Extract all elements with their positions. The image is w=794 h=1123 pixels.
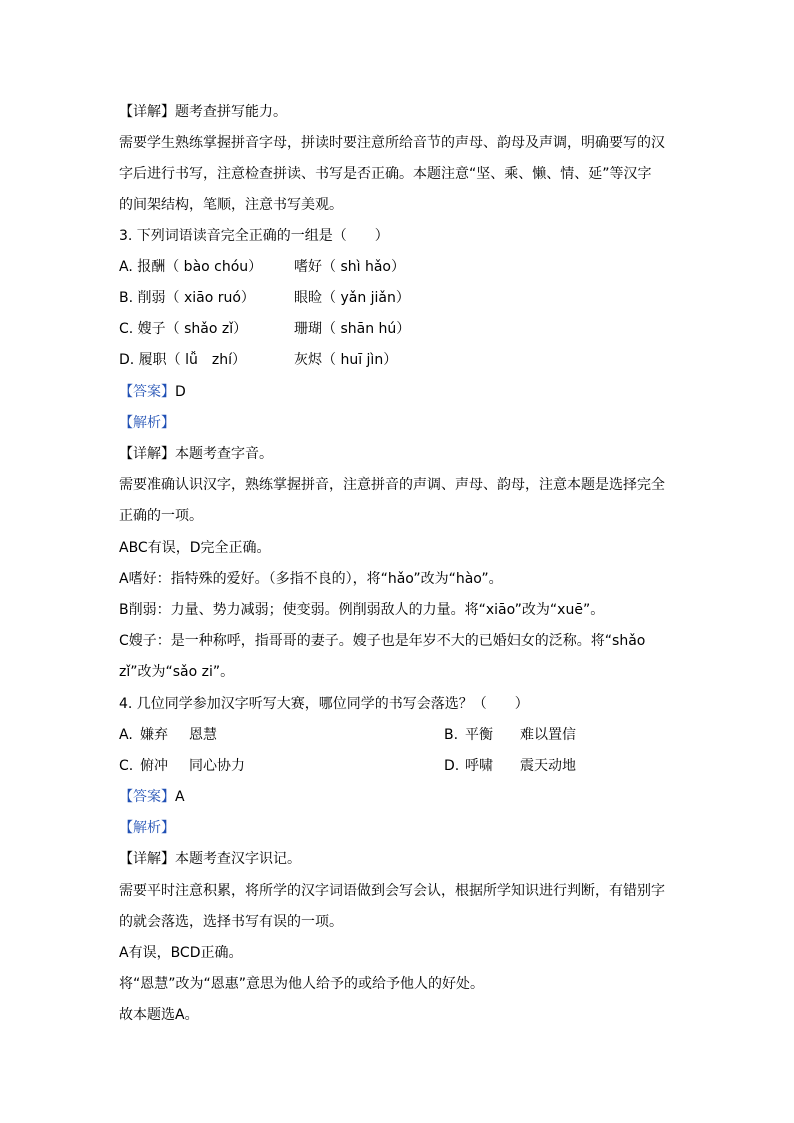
q3-answer-label: 【答案】 [119, 384, 175, 400]
q4-option-b-word-2: 难以置信 [520, 727, 576, 743]
q3-option-a-left: A. 报酬（ bào chóu） [119, 259, 263, 275]
q3-option-d-right: 灰烬（ huī jìn） [294, 352, 398, 368]
q4-option-c-word-1: 俯冲 [140, 758, 168, 774]
q3-option-d-left: D. 履职（ lǚ zhí） [119, 352, 247, 368]
q2-detail: 【详解】题考查拼写能力。 [119, 104, 287, 120]
q4-paragraph-5: 故本题选A。 [119, 1007, 199, 1023]
q4-option-c-letter: C. [119, 758, 134, 774]
q4-detail: 【详解】本题考查汉字识记。 [119, 851, 301, 867]
q4-option-a-word-2: 恩慧 [189, 727, 217, 743]
q3-paragraph-6: C嫂子：是一种称呼，指哥哥的妻子。嫂子也是年岁不大的已婚妇女的泛称。将“shǎo [119, 633, 646, 649]
q4-option-c-word-2: 同心协力 [189, 758, 245, 774]
q3-paragraph-1: 需要准确认识汉字，熟练掌握拼音，注意拼音的声调、声母、韵母，注意本题是选择完全 [119, 477, 665, 493]
q3-option-c-left: C. 嫂子（ shǎo zǐ） [119, 321, 248, 337]
q3-stem: 3. 下列词语读音完全正确的一组是（ ） [119, 228, 389, 244]
q4-answer [119, 787, 185, 807]
q4-option-d-letter: D. [444, 758, 460, 774]
q3-paragraph-2: 正确的一项。 [119, 508, 203, 524]
q4-option-a-letter: A. [119, 727, 133, 743]
q2-paragraph-2: 字后进行书写，注意检查拼读、书写是否正确。本题注意“坚、乘、懒、情、延”等汉字 [119, 166, 652, 182]
q3-option-b-left: B. 削弱（ xiāo ruó） [119, 290, 255, 306]
q3-option-a-right: 嗜好（ shì hǎo） [294, 259, 405, 275]
q4-option-d-word-2: 震天动地 [520, 758, 576, 774]
q4-option-a-word-1: 嫌弃 [140, 727, 168, 743]
q4-paragraph-4: 将“恩慧”改为“恩惠”意思为他人给予的或给予他人的好处。 [119, 976, 485, 992]
q4-answer-value: A [175, 789, 185, 805]
q4-analysis-label: 【解析】 [119, 820, 175, 836]
q3-option-b-right: 眼睑（ yǎn jiǎn） [294, 290, 410, 306]
q2-paragraph-1: 需要学生熟练掌握拼音字母，拼读时要注意所给音节的声母、韵母及声调，明确要写的汉 [119, 135, 665, 151]
q3-option-c-right: 珊瑚（ shān hú） [294, 321, 411, 337]
q3-answer-value: D [175, 384, 186, 400]
q4-option-d-word-1: 呼啸 [465, 758, 493, 774]
q3-paragraph-3: ABC有误，D完全正确。 [119, 540, 271, 556]
q4-paragraph-1: 需要平时注意积累，将所学的汉字词语做到会写会认，根据所学知识进行判断，有错别字 [119, 883, 665, 899]
q3-analysis-label: 【解析】 [119, 415, 175, 431]
q2-paragraph-3: 的间架结构，笔顺，注意书写美观。 [119, 197, 343, 213]
q3-paragraph-4: A嗜好：指特殊的爱好。（多指不良的），将“hǎo”改为“hào”。 [119, 571, 503, 587]
q4-option-b-word-1: 平衡 [465, 727, 493, 743]
q3-answer [119, 382, 186, 402]
q3-paragraph-7: zǐ”改为“sǎo zi”。 [119, 664, 235, 680]
q4-stem: 4. 几位同学参加汉字听写大赛，哪位同学的书写会落选？（ ） [119, 696, 529, 712]
q4-paragraph-2: 的就会落选，选择书写有误的一项。 [119, 914, 343, 930]
q4-option-b-letter: B. [444, 727, 459, 743]
q3-detail: 【详解】本题考查字音。 [119, 446, 273, 462]
q4-paragraph-3: A有误，BCD正确。 [119, 945, 243, 961]
q3-paragraph-5: B削弱：力量、势力减弱；使变弱。例削弱敌人的力量。将“xiāo”改为“xuē”。 [119, 602, 605, 618]
q4-answer-label: 【答案】 [119, 789, 175, 805]
